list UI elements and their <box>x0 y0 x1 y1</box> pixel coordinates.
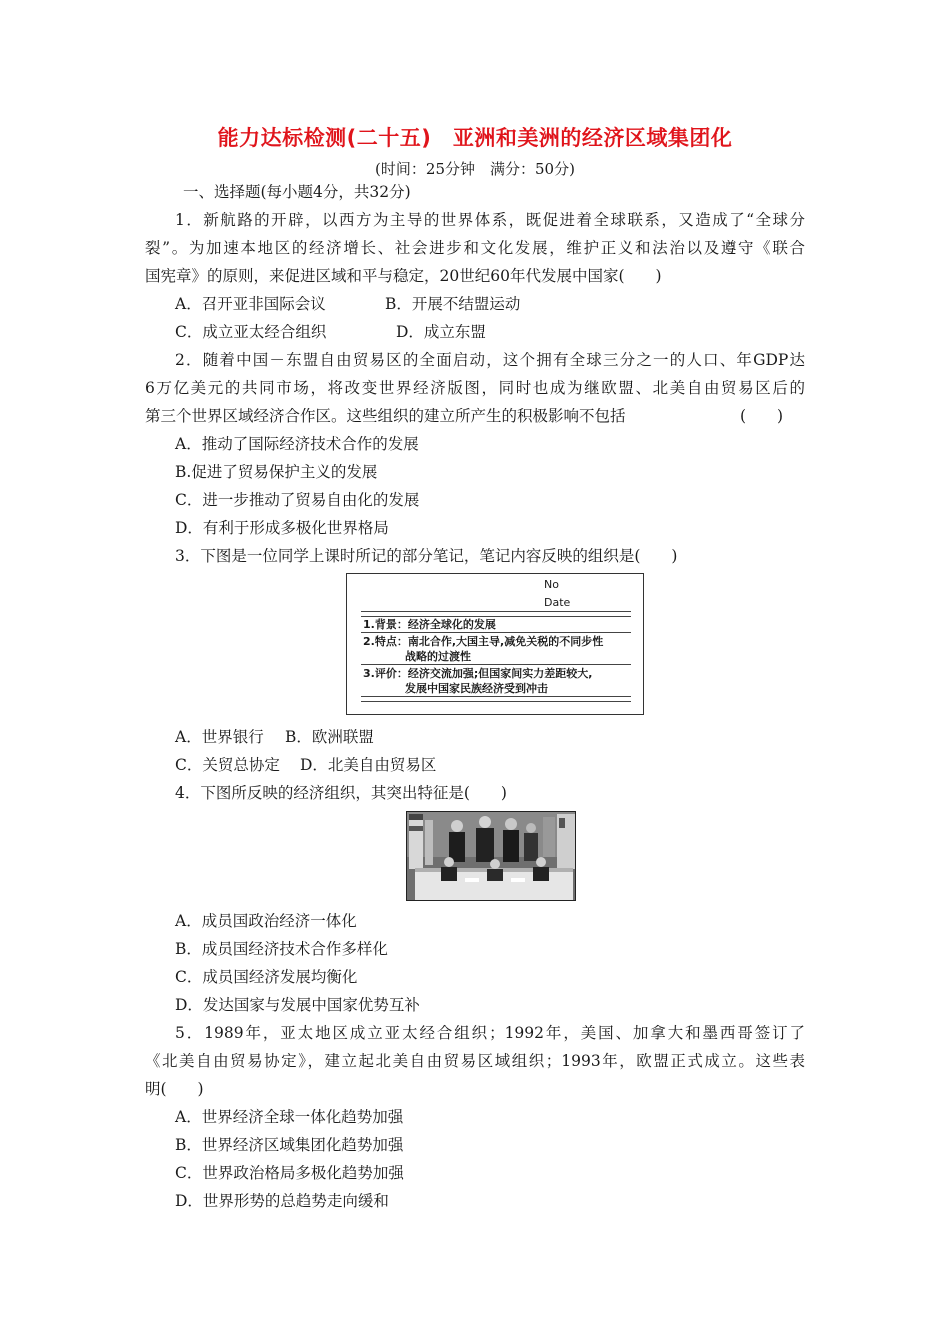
note-rule <box>361 611 631 612</box>
q5-option-b: B．世界经济区域集团化趋势加强 <box>175 1136 404 1154</box>
note-item-1: 1.背景：经济全球化的发展 <box>363 618 496 631</box>
q2-option-a: A．推动了国际经济技术合作的发展 <box>175 435 419 453</box>
note-rule <box>361 696 631 697</box>
q3-option-c: C．关贸总协定 <box>175 756 280 774</box>
signing-ceremony-photo <box>406 811 576 901</box>
note-item-2b: 战略的过渡性 <box>405 650 471 663</box>
q2-line-2: 6万亿美元的共同市场，将改变世界经济版图，同时也成为继欧盟、北美自由贸易区后的 <box>145 379 805 397</box>
q2-option-b: B.促进了贸易保护主义的发展 <box>175 463 378 481</box>
q4-option-d: D．发达国家与发展中国家优势互补 <box>175 996 420 1014</box>
note-rule <box>361 701 631 702</box>
note-date-label: Date <box>544 596 571 609</box>
q5-option-d: D．世界形势的总趋势走向缓和 <box>175 1192 389 1210</box>
note-item-3b: 发展中国家民族经济受到冲击 <box>405 682 548 695</box>
q2-line-3: 第三个世界区域经济合作区。这些组织的建立所产生的积极影响不包括 <box>145 407 626 425</box>
note-item-2a: 2.特点：南北合作,大国主导,减免关税的不同步性 <box>363 635 604 648</box>
q1-option-d: D．成立东盟 <box>396 323 486 341</box>
time-score-info: (时间：25分钟 满分：50分) <box>375 160 575 178</box>
q4-option-c: C．成员国经济发展均衡化 <box>175 968 358 986</box>
q5-option-c: C．世界政治格局多极化趋势加强 <box>175 1164 404 1182</box>
q5-line-3: 明( ) <box>145 1080 204 1098</box>
q3-option-b: B．欧洲联盟 <box>285 728 374 746</box>
q5-line-1: 5．1989年，亚太地区成立亚太经合组织；1992年，美国、加拿大和墨西哥签订了 <box>175 1024 805 1042</box>
q1-line-1: 1．新航路的开辟，以西方为主导的世界体系，既促进着全球联系，又造成了“全球分 <box>175 211 805 229</box>
q3-option-d: D．北美自由贸易区 <box>300 756 437 774</box>
q2-option-d: D．有利于形成多极化世界格局 <box>175 519 389 537</box>
q1-option-c: C．成立亚太经合组织 <box>175 323 327 341</box>
q4-option-a: A．成员国政治经济一体化 <box>175 912 357 930</box>
q3-line-1: 3．下图是一位同学上课时所记的部分笔记，笔记内容反映的组织是( ) <box>175 547 678 565</box>
q1-option-b: B．开展不结盟运动 <box>385 295 521 313</box>
q4-line-1: 4．下图所反映的经济组织，其突出特征是( ) <box>175 784 507 802</box>
q2-line-1: 2．随着中国－东盟自由贸易区的全面启动，这个拥有全球三分之一的人口、年GDP达 <box>175 351 805 369</box>
q5-option-a: A．世界经济全球一体化趋势加强 <box>175 1108 404 1126</box>
q3-option-a: A．世界银行 <box>175 728 264 746</box>
note-item-3a: 3.评价：经济交流加强;但国家间实力差距较大, <box>363 667 593 680</box>
q1-option-a: A．召开亚非国际会议 <box>175 295 326 313</box>
notebook-figure <box>346 573 644 715</box>
q1-line-3: 国宪章》的原则，来促进区域和平与稳定，20世纪60年代发展中国家( ) <box>145 267 662 285</box>
page-title: 能力达标检测(二十五) 亚洲和美洲的经济区域集团化 <box>217 126 733 150</box>
q1-line-2: 裂”。为加速本地区的经济增长、社会进步和文化发展，维护正义和法治以及遵守《联合 <box>145 239 805 257</box>
q4-option-b: B．成员国经济技术合作多样化 <box>175 940 388 958</box>
q5-line-2: 《北美自由贸易协定》，建立起北美自由贸易区域组织；1993年，欧盟正式成立。这些表 <box>145 1052 805 1070</box>
q2-answer-bracket: ( ) <box>740 407 784 425</box>
note-no-label: No <box>544 578 559 591</box>
photo-image <box>407 812 576 901</box>
q2-option-c: C．进一步推动了贸易自由化的发展 <box>175 491 420 509</box>
section-heading: 一、选择题(每小题4分，共32分) <box>183 183 411 201</box>
